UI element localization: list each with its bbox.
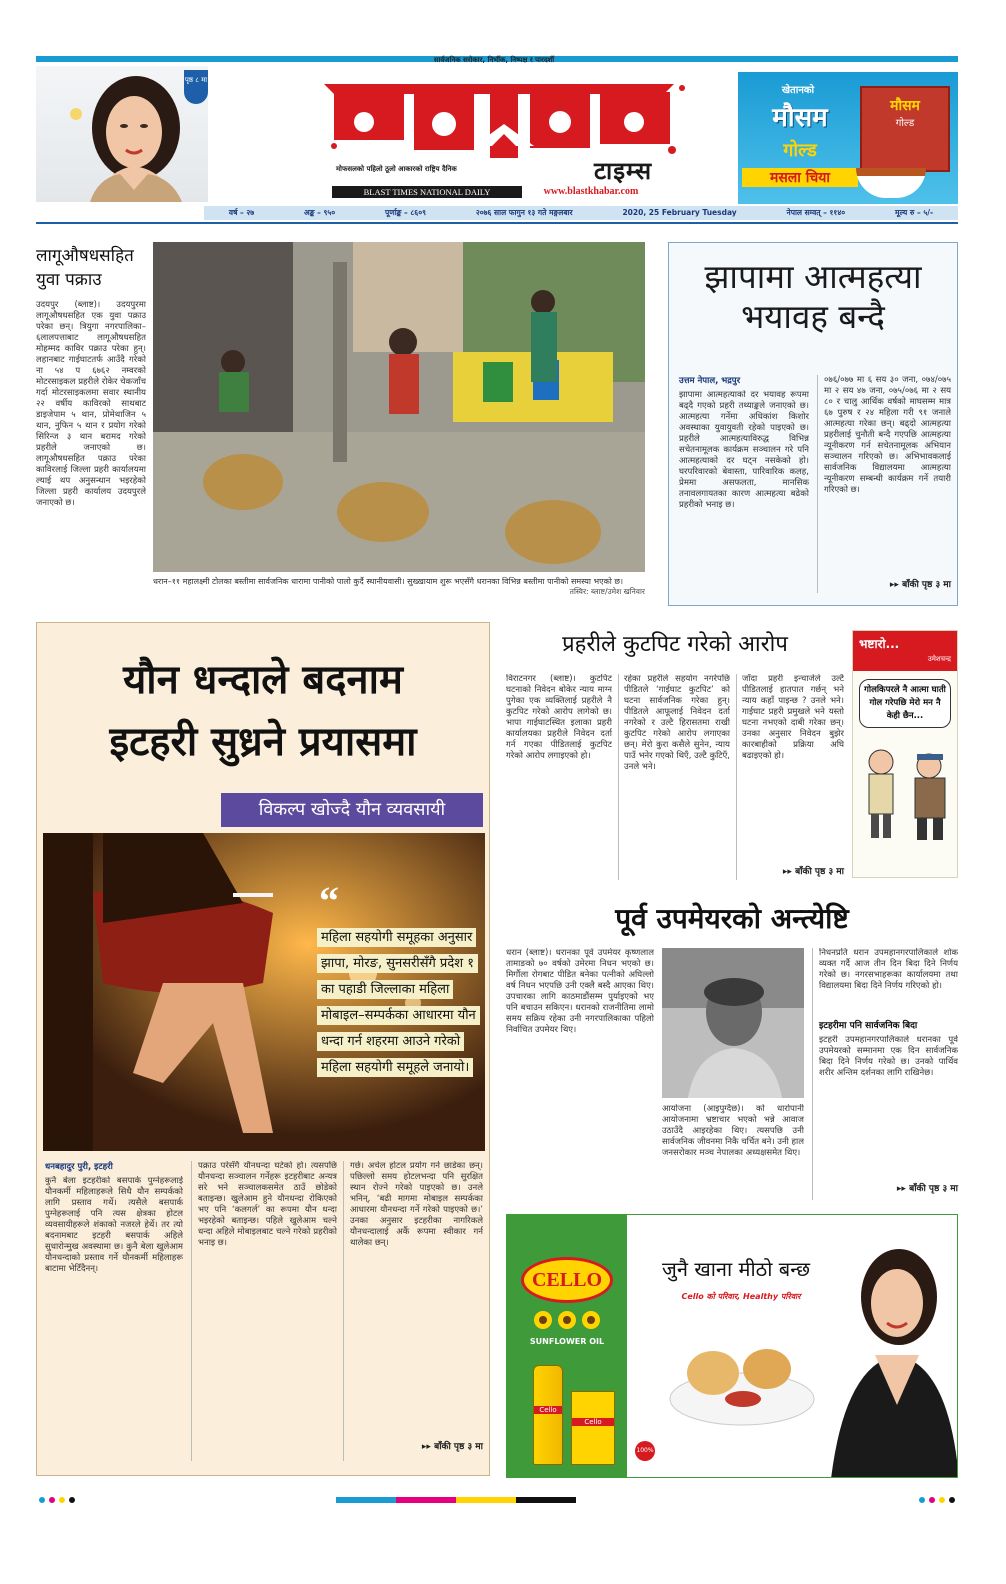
- cartoon-bubble-text: गोलकिपरले नै आत्मा घाती गोल गरेपछि मेरो मन नै केही छैन...: [864, 685, 946, 721]
- story-mayor-more-text: बाँकी पृष्ठ ३ मा: [909, 1184, 958, 1194]
- story-police-body-b: रहेका प्रहरीले सहयोग नगरेपछि पीडितले ‘गाईघाट कुटपिट’ को घटना सार्वजनिक गरेका हुन्। पीडितले आफूलाई निवेदन दर्ता नगरेको र उल्टै हिरासतमा राखी कुटपिट गरेको आरोप लगाएका छन्। मेरो कुरा कसैले सुनेन, न्याय पाउँ भनेर गएको थिएँ, उल्टै कुटिएँ, उनले भने।: [618, 674, 730, 880]
- story-suicide-col-a: [679, 375, 809, 593]
- masthead-logo[interactable]: [304, 64, 694, 164]
- masthead-english-name: BLAST TIMES NATIONAL DAILY: [332, 186, 522, 198]
- main-photo[interactable]: [153, 242, 645, 572]
- cartoon-figures: [853, 732, 958, 842]
- dateline-rule: [36, 222, 958, 224]
- dateline-nepali-date: २०७६ साल फागुन १३ गते मङ्गलबार: [475, 208, 573, 217]
- main-photo-caption: [153, 576, 645, 597]
- story-mayor-photo[interactable]: [662, 948, 804, 1098]
- masthead-top-tagline: सार्वजनिक सरोकार, निर्भीक, निष्पक्ष र पारदर्शी: [433, 56, 555, 64]
- story-sex-quote: [317, 925, 479, 1081]
- dateline-year: वर्ष – २७: [228, 208, 255, 217]
- top-ad-tea-cup: [856, 168, 926, 198]
- top-ad-box-label: मौसम: [890, 98, 920, 114]
- story-police-body-a: विराटनगर (ब्लाष्ट)। कुटपिट घटनाको निवेदन बोकेर न्याय माग्न पुगेका एक व्यक्तिलाई प्रहरीले नै कुटपिट गरेको आरोप लागेको छ। भापा गाईघाटस्थित इलाका प्रहरी कार्यालयका प्रहरीले निवेदन दर्ता गर्न गएका पीडितलाई कुटपिट गरेको आरोप लगाइएको हो।: [506, 674, 612, 761]
- story-drugs-body: उदयपुर (ब्लाष्ट)। उदयपुरमा लागूऔषधसहित एक युवा पक्राउ परेका छन्। त्रियुगा नगरपालिका–६लालपत्ताबाट लागूऔषधसहित मोहम्मद काविर पक्राउ परेका हुन्। लहानबाट गाईघाटतर्फ आउँदै गरेको ना ५४ प ६७६२ नम्वरको मोटरसाइकल प्रहरीले रोकेर चेकजाँच गर्दा मोटरसाइकलमा सवार स्थानीय २२ वर्षीय काविरको साथबाट डाइजेपाम ५ थान, प्रोमेथाजिन ५ थान, नुफिन ५ थान र प्रयोग गरेको सिरिन्ज ३ थान बरामद गरेको प्रहरीले जनाएको छ। लागूऔषधसहित पक्राउ परेका काविरलाई जिल्ला प्रहरी कार्यालयमा ल्याई थप अनुसन्धान भइरहेको जिल्ला प्रहरी कार्यालय उदयपुरले जनाएको छ।: [36, 300, 146, 508]
- story-sex[interactable]: [36, 622, 490, 1476]
- cello-model: [825, 1235, 958, 1478]
- main-photo-credit: तस्विर: ब्लाष्ट/उमेश खनिवार: [569, 587, 645, 596]
- main-photo-caption-text: धरान–११ महालक्ष्मी टोलका बस्तीमा सार्वजनिक धारामा पानीको पालो कुर्दै स्थानीयवासी। सुख्खायाम शुरू भएसँगै धरानका विभिन्न बस्तीमा पानीको समस्या भएको छ।: [153, 577, 623, 586]
- masthead-website[interactable]: www.blastkhabar.com: [543, 186, 639, 197]
- story-suicide-col-b: [817, 375, 951, 593]
- dateline-price: मूल्य रु – ५/-: [894, 208, 934, 217]
- story-sex-kicker: विकल्प खोज्दै यौन व्यवसायी: [221, 793, 483, 827]
- dateline-bar: [204, 206, 958, 220]
- cartoon-artist: उमेशचन्द्र: [927, 655, 951, 663]
- cello-bottle-label: Cello: [534, 1406, 562, 1414]
- story-sex-body-c: गर्छ। अचेल होटल प्रयोग गर्न छाडेका छन्। पछिल्लो समय होटलभन्दा पनि सुरक्षित स्थान रोज्ने गरेको पाइएको छ। उनले भनिन्, ‘बढी मागमा मोबाइल सम्पर्कका आधारमा यौनधन्दा गर्ने गरेको पाइएको छ।’ उनका अनुसार इटहरीका नागरिकले यौनधन्दालाई अर्कै रूपमा स्वीकार गर्न थालेका छन्।: [350, 1161, 483, 1248]
- story-mayor-body-d: इटहरी उपमहानगरपालिकाले धरानका पूर्व उपमेयरको सम्मानमा एक दिन सार्वजनिक बिदा दिने निर्णय गरेको छ। उनको पार्थिव शरीर अन्तिम दर्शनका लागि राखिनेछ।: [819, 1035, 958, 1078]
- story-sex-photo[interactable]: [43, 833, 485, 1151]
- cartoon-bubble: [859, 679, 951, 728]
- story-suicide-headline-2: भयावह बन्दै: [741, 297, 885, 336]
- story-sex-headline-1: यौन धन्दाले बदनाम: [123, 657, 403, 703]
- dateline-nepal-sambat: नेपाल सम्वत् – ११४०: [786, 208, 846, 217]
- story-suicide-headline-1: झापामा आत्महत्या: [704, 257, 922, 296]
- top-ad-line2: गोल्ड: [783, 140, 817, 161]
- story-sex-col-b: [191, 1161, 337, 1461]
- story-sex-byline: धनबहादुर पुरी, इटहरी: [45, 1162, 113, 1172]
- story-sex-quote-text: महिला सहयोगी समूहका अनुसार झापा, मोरङ, सुनसरीसँगै प्रदेश १ का पहाडी जिल्लाका महिला मोबाइल–सम्पर्कका आधारमा यौन धन्दा गर्न शहरमा आउने गरेको महिला सहयोगी समूहले जनायो।: [317, 928, 480, 1077]
- story-suicide-more-text: बाँकी पृष्ठ ३ मा: [902, 580, 951, 590]
- story-police-more-text: बाँकी पृष्ठ ३ मा: [795, 867, 844, 877]
- cartoon-header: [853, 631, 957, 671]
- story-mayor[interactable]: [506, 900, 958, 1202]
- cello-tagline: जुनै खाना मीठो बन्छ: [662, 1257, 810, 1281]
- masthead: [36, 56, 958, 204]
- registration-marks-bottom: [36, 1494, 958, 1506]
- top-ad-tea-box: [860, 86, 950, 172]
- story-sex-body-a: कुनै बेला इटहरीको बसपार्क पुग्नेहरूलाई यौनकर्मी महिलाहरूले सिधै यौन सम्पर्कको लागि प्रस्ताव गर्थे। त्यसैले बसपार्क पुग्नेहरूलाई पनि त्यस क्षेत्रका होटल व्यवसायीहरूले शंकाको नजरले हेर्थे। तर त्यो बदनामबाट इटहरी बसपार्क अहिले सुधारोन्मुख अवस्थामा छ। कुनै बेला खुलेआम यौनधन्दाको प्रस्ताव गर्ने यौनकर्मी महिलाहरू बाटामा भेटिँदैनन्।: [45, 1176, 183, 1274]
- story-sex-more-text: बाँकी पृष्ठ ३ मा: [434, 1442, 483, 1452]
- top-ad-mausam[interactable]: [738, 72, 958, 204]
- story-suicide-body-b: ०७६/०७७ मा ६ सय ३० जना, ०७४/०७५ मा २ सय ४७ जना, ०७५/०७६ मा २ सय ८० र चालु आर्थिक वर्षको माघसम्म मात्र ६७ पुरुष र २४ महिला गरी ९१ जनाले आत्महत्या गरेका छन्। बढ्दो आत्महत्या प्रहरीलाई चुनौती बन्दै गएपछि आत्महत्या न्यूनीकरण गर्न सचेतनामूलक अभियान सञ्चालन गरिएको छ। अभिभावकलाई सार्वजनिक विद्यालयमा आत्महत्या न्यूनीकरण सम्बन्धी कार्यक्रम गर्ने तयारी गरिएको छ।: [824, 375, 951, 495]
- story-sex-more[interactable]: ▸▸ बाँकी पृष्ठ ३ मा: [421, 1442, 483, 1452]
- top-ad-line3: मसला चिया: [742, 168, 858, 187]
- cello-pack: [571, 1391, 615, 1465]
- story-mayor-more[interactable]: ▸▸ बाँकी पृष्ठ ३ मा: [896, 1184, 958, 1194]
- story-sex-headline-2: इटहरी सुध्रने प्रयासमा: [109, 719, 417, 765]
- cello-product: SUNFLOWER OIL: [529, 1337, 605, 1346]
- top-ad-brand: खेतानको: [781, 85, 815, 96]
- dateline-total: पूर्णाङ्क – ८६०९: [385, 208, 426, 217]
- cello-pack-label: Cello: [572, 1418, 614, 1426]
- story-sex-body-b: पक्राउ परेसँगै यौनधन्दा घटेको हो। त्यसपछि यौनधन्दा सञ्चालन गर्नेहरू इटहरीबाट अन्यत्र सरे भने सञ्चालकसमेत ठाउँ छोडेको बताइन्छ। खुलेआम हुने यौनधन्दा रोकिएको भए पनि ‘कलगर्ल’ का रूपमा यौन धन्दा भइरहेको बताइन्छ। पहिले खुलेआम चल्ने धन्दा अहिले मोबाइलबाट चल्ने गरेको प्रहरीको भनाइ छ।: [198, 1161, 337, 1248]
- story-mayor-col-c: [812, 948, 958, 1200]
- story-mayor-body-b: आयोजना (आइपुग्दैछ)। को धारोपानी आयोजनामा भ्रष्टाचार भएको भन्ने आवाज उठाउँदै आइरहेका थिए। त्यसपछि उनी सार्वजनिक जीवनमा निकै चर्चित बने। उनी हाल जनसरोकार मञ्च नेपालका अध्यक्षसमेत थिए।: [662, 1104, 804, 1158]
- cello-badge-100: 100%: [635, 1441, 655, 1461]
- story-sex-col-a: [45, 1161, 183, 1461]
- dateline-english-date: 2020, 25 February Tuesday: [622, 208, 737, 217]
- story-mayor-body-c: निधनप्रति धरान उपमहानगरपालिकाले शोक व्यक्त गर्दै आज तीन दिन बिदा दिने निर्णय गरेको छ। नगरसभाहरूका कार्यालयमा तथा विद्यालयमा बिदा दिने निर्णय गरिएको हो।: [819, 948, 958, 991]
- cartoon-title: भष्टारो...: [859, 637, 900, 651]
- quote-mark-icon: “: [319, 878, 339, 923]
- page-badge[interactable]: पृष्ठ ८ मा: [184, 70, 208, 104]
- story-suicide[interactable]: [668, 242, 958, 606]
- bottom-ad-cello[interactable]: [506, 1214, 958, 1478]
- story-mayor-sub: इटहरीमा पनि सार्वजनिक बिदा: [819, 1021, 918, 1031]
- story-drugs-headline: लागूऔषधसहित युवा पक्राउ: [36, 246, 134, 290]
- story-suicide-more[interactable]: ▸▸ बाँकी पृष्ठ ३ मा: [889, 580, 951, 590]
- story-mayor-headline: पूर्व उपमेयरको अन्त्येष्टि: [615, 902, 849, 935]
- story-drugs[interactable]: [36, 244, 146, 604]
- story-police[interactable]: [506, 630, 844, 884]
- story-sex-col-c: [343, 1161, 483, 1461]
- story-suicide-body-a: झापामा आत्महत्याको दर भयावह रूपमा बढ्दै गएको प्रहरी तथ्याङ्कले जनाएको छ। आत्महत्या गर्नेमा अधिकांश किशोर अवस्थाका युवायुवती रहेको पाइएको छ। प्रहरीले आत्महत्याविरुद्ध विभिन्न सचेतनामूलक कार्यक्रम सञ्चालन गरे पनि आत्महत्याको दर घट्न नसकेको हो। घरपरिवारको बेवास्ता, पारिवारिक कलह, प्रेममा असफलता, मानसिक तनावलगायतका कारण आत्महत्या बढेको प्रहरीको भनाइ छ।: [679, 390, 809, 510]
- top-ad-box-sub: गोल्ड: [895, 118, 915, 129]
- story-police-more[interactable]: ▸▸ बाँकी पृष्ठ ३ मा: [782, 867, 844, 877]
- story-police-col-c: [736, 674, 844, 880]
- sunflower-icon: [531, 1309, 603, 1331]
- masthead-model-photo: [36, 66, 208, 202]
- masthead-sub-logo: टाइम्स: [593, 157, 653, 185]
- cartoon[interactable]: [852, 630, 958, 878]
- story-mayor-body-a: धरान (ब्लाष्ट)। धरानका पूर्व उपमेयर कृष्णलाल तामाङको ७० वर्षको उमेरमा निधन भएको छ। मिर्गौला रोगबाट पीडित बनेका पत्नीको अघिल्लो वर्ष निधन भएपछि उनी एक्लै बस्दै आएका थिए। उपचारका लागि काठमाडौंसम्म पुर्याइएको भए पनि बचाउन सकिएन। धरानको राजनीतिमा लामो समय सक्रिय रहेका उनी नगरपालिकाका पहिलो निर्वाचित उपमेयर थिए।: [506, 948, 654, 1035]
- masthead-left-tag: मोफसलको पहिलो ठूलो आकारको राष्ट्रिय दैनिक: [336, 165, 457, 173]
- dateline-issue: अङ्क – ९५०: [304, 208, 336, 217]
- top-ad-product: मौसम: [772, 103, 828, 133]
- story-police-headline: प्रहरीले कुटपिट गरेको आरोप: [562, 632, 788, 657]
- cello-sub-tagline: Cello को परिवार, Healthy परिवार: [681, 1292, 801, 1301]
- cello-bottle: [533, 1365, 563, 1465]
- cello-brand: CELLO: [521, 1257, 613, 1303]
- cello-food-plate: [667, 1319, 817, 1429]
- story-suicide-byline: उत्तम नेपाल, भद्रपुर: [679, 376, 741, 386]
- story-police-body-c: जाँदा प्रहरी इन्चार्जले उल्टै पीडितलाई हातपात गर्छन् भने न्याय कहाँ पाइन्छ ? उनले भने। गाईघाट प्रहरी प्रमुखले भने यस्तो घटना नभएको दाबी गरेका छन्। उनका अनुसार निवेदन बुझेर कारबाहीको प्रक्रिया अघि बढाइएको हो।: [742, 674, 844, 761]
